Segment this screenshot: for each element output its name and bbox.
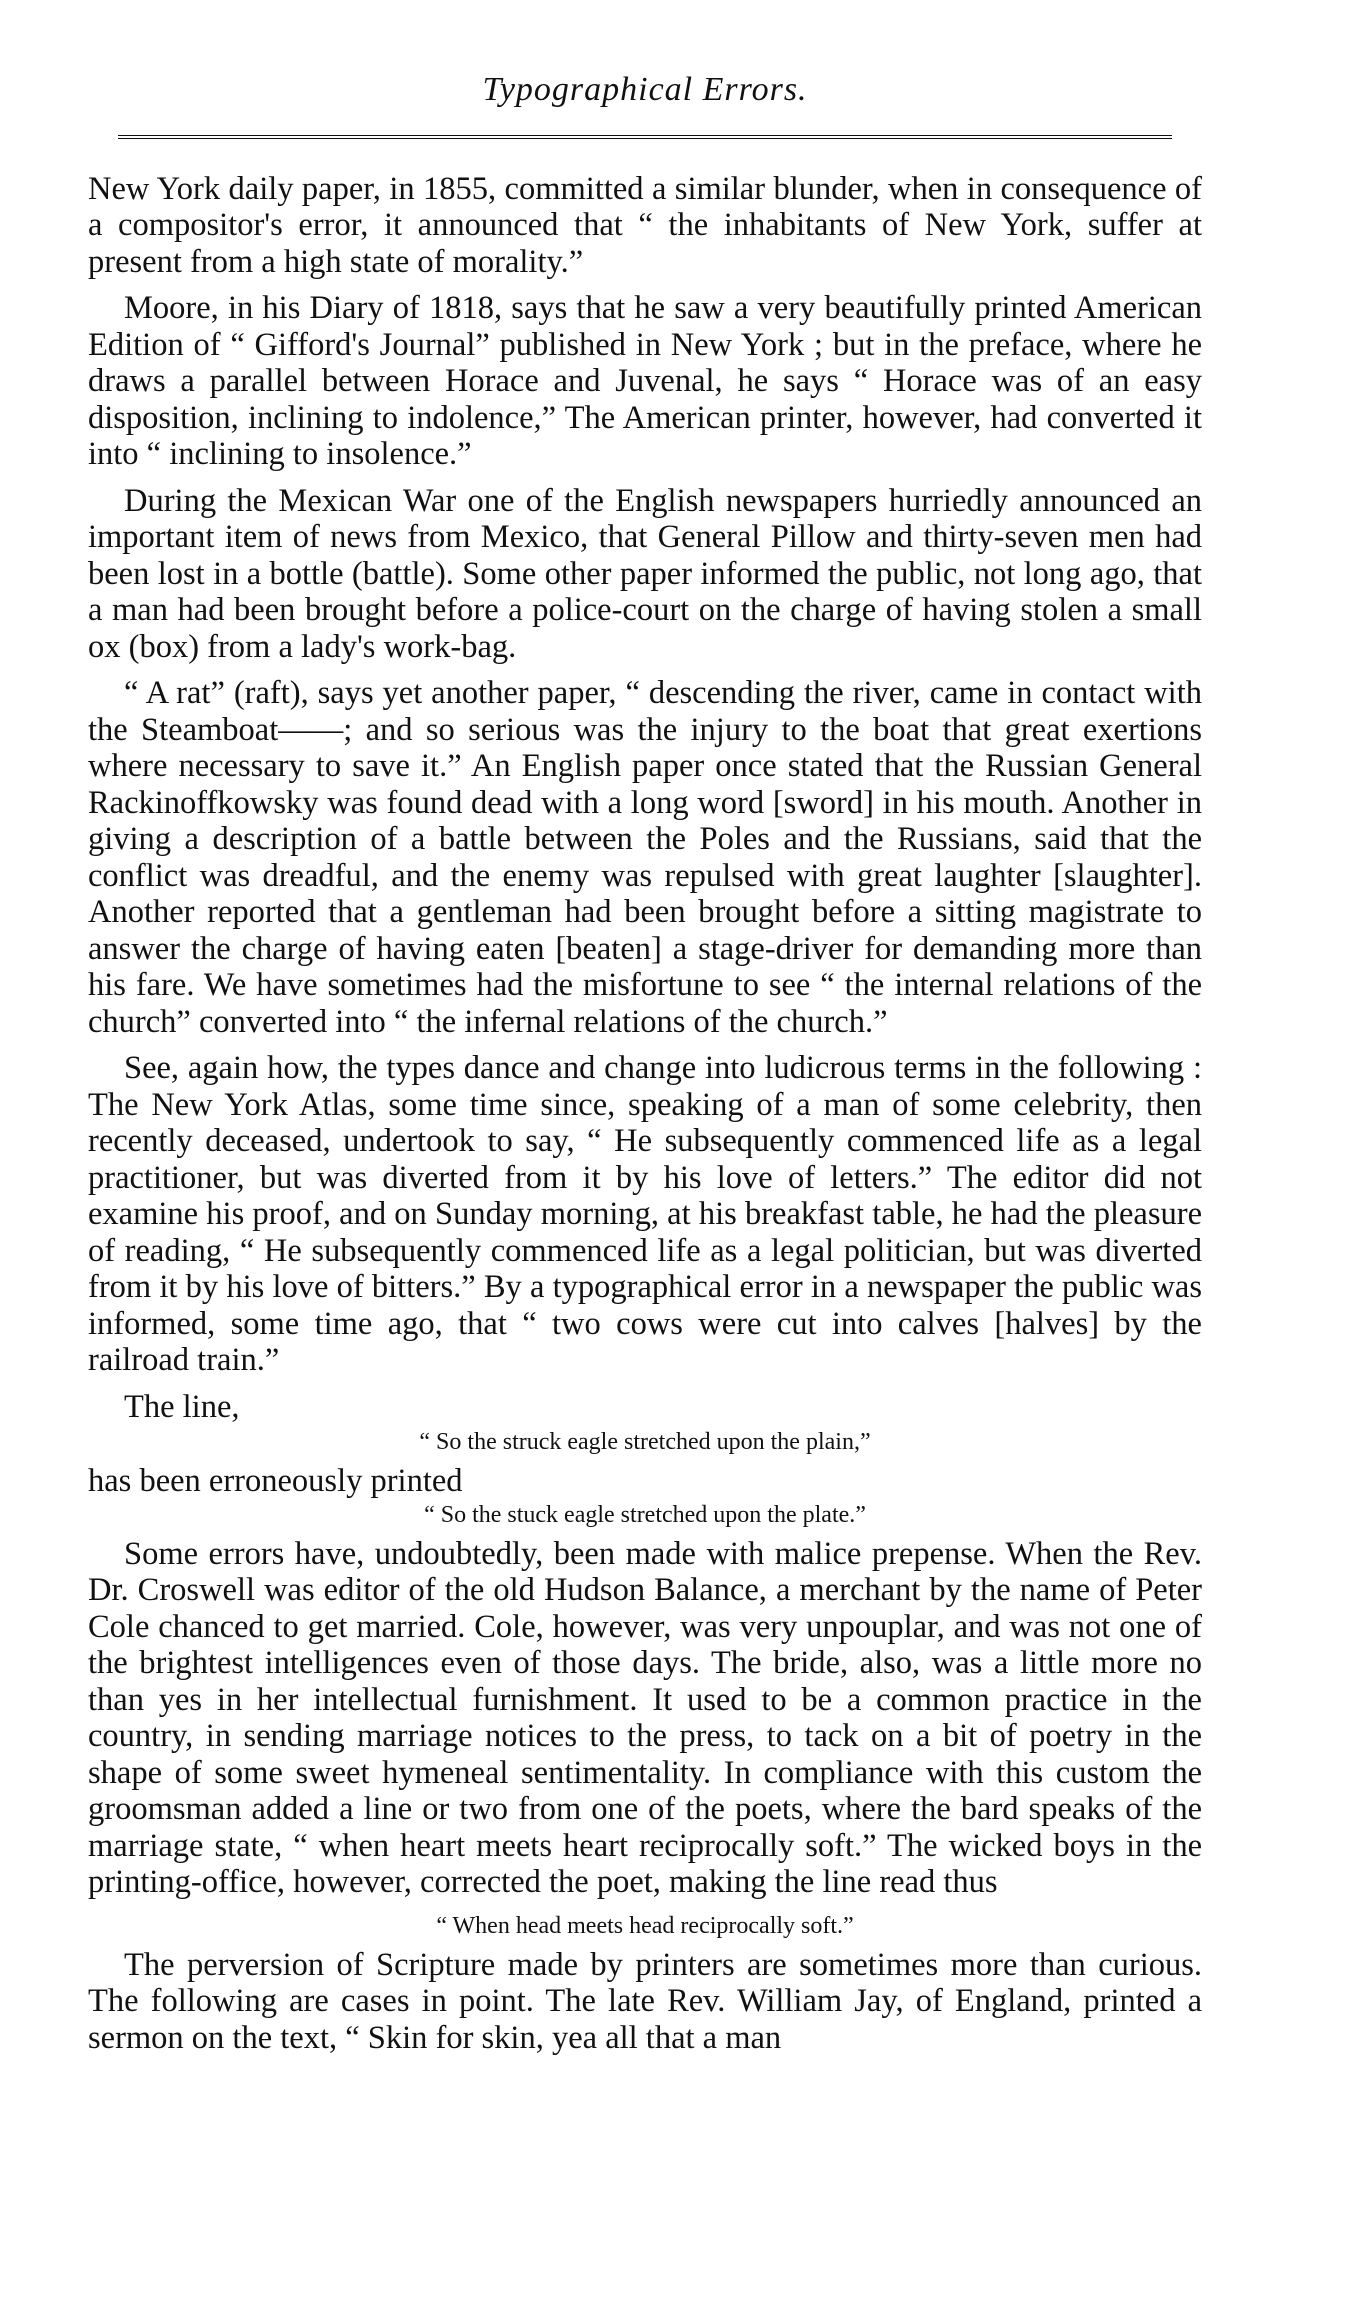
paragraph-8: Some errors have, undoubtedly, been made with malice prepense. When the Rev. Dr. Croswell was editor of the old Hudson Balance, a merchant by the name of Peter Cole chanced to get married. Cole, however, was very unpouplar, and was not one of the brightest intelligences even of those days. The bride, also, was a little more no than yes in her intellectual furnishment. It used to be a common practice in the country, in sending marriage notices to the press, to tack on a bit of poetry in the shape of some sweet hymeneal sentimentality. In compliance with this custom the groomsman added a line or two from one of the poets, where the bard speaks of the marriage state, “ when heart meets heart reciprocally soft.” The wicked boys in the printing-office, however, corrected the poet, making the line read thus	[88, 1535, 1202, 1901]
quotation-1: “ So the struck eagle stretched upon the plain,”	[419, 1429, 871, 1456]
paragraph-5: See, again how, the types dance and change into ludicrous terms in the following : The New York Atlas, some time since, speaking of a man of some celebrity, then recently deceased, undertook to say, “ He subsequently commenced life as a legal practitioner, but was diverted from it by his love of letters.” The editor did not examine his proof, and on Sunday morning, at his breakfast table, he had the pleasure of reading, “ He subsequently commenced life as a legal politician, but was diverted from it by his love of bitters.” By a typographical error in a newspaper the public was informed, some time ago, that “ two cows were cut into calves [halves] by the railroad train.”	[88, 1050, 1202, 1379]
paragraph-7: has been erroneously printed	[88, 1463, 463, 1500]
paragraph-6: The line,	[124, 1388, 240, 1425]
running-title: Typographical Errors.	[482, 71, 808, 108]
paragraph-3: During the Mexican War one of the English newspapers hurriedly announced an important item of news from Mexico, that General Pillow and thirty-seven men had been lost in a bottle (battle). Some other paper informed the public, not long ago, that a man had been brought before a police-court on the charge of having stolen a small ox (box) from a lady's work-bag.	[88, 482, 1202, 665]
paragraph-2: Moore, in his Diary of 1818, says that he saw a very beautifully printed American Edition of “ Gifford's Journal” published in New York ; but in the preface, where he draws a parallel between Horace and Juvenal, he says “ Horace was of an easy disposition, inclining to indolence,” The American printer, however, had converted it into “ inclining to insolence.”	[88, 290, 1202, 473]
quotation-2: “ So the stuck eagle stretched upon the plate.”	[424, 1501, 866, 1528]
paragraph-1: New York daily paper, in 1855, committed a similar blunder, when in consequence of a compositor's error, it announced that “ the inhabitants of New York, suffer at present from a high state of morality.”	[88, 170, 1202, 280]
header-rule	[118, 135, 1172, 139]
quotation-3: “ When head meets head reciprocally soft.”	[436, 1912, 854, 1939]
paragraph-4: “ A rat” (raft), says yet another paper, “ descending the river, came in contact with the Steamboat——; and so serious was the injury to the boat that great exertions where necessary to save it.” An English paper once stated that the Russian General Rackinoffkowsky was found dead with a long word [sword] in his mouth. Another in giving a description of a battle between the Poles and the Russians, said that the conflict was dreadful, and the enemy was repulsed with great laughter [slaughter]. Another reported that a gentleman had been brought before a sitting magistrate to answer the charge of having eaten [beaten] a stage-driver for demanding more than his fare. We have sometimes had the misfortune to see “ the internal relations of the church” converted into “ the infernal relations of the church.”	[88, 675, 1202, 1040]
paragraph-9: The perversion of Scripture made by printers are sometimes more than curious. The following are cases in point. The late Rev. William Jay, of England, printed a sermon on the text, “ Skin for skin, yea all that a man	[88, 1946, 1202, 2056]
book-page	[88, 70, 1202, 2066]
